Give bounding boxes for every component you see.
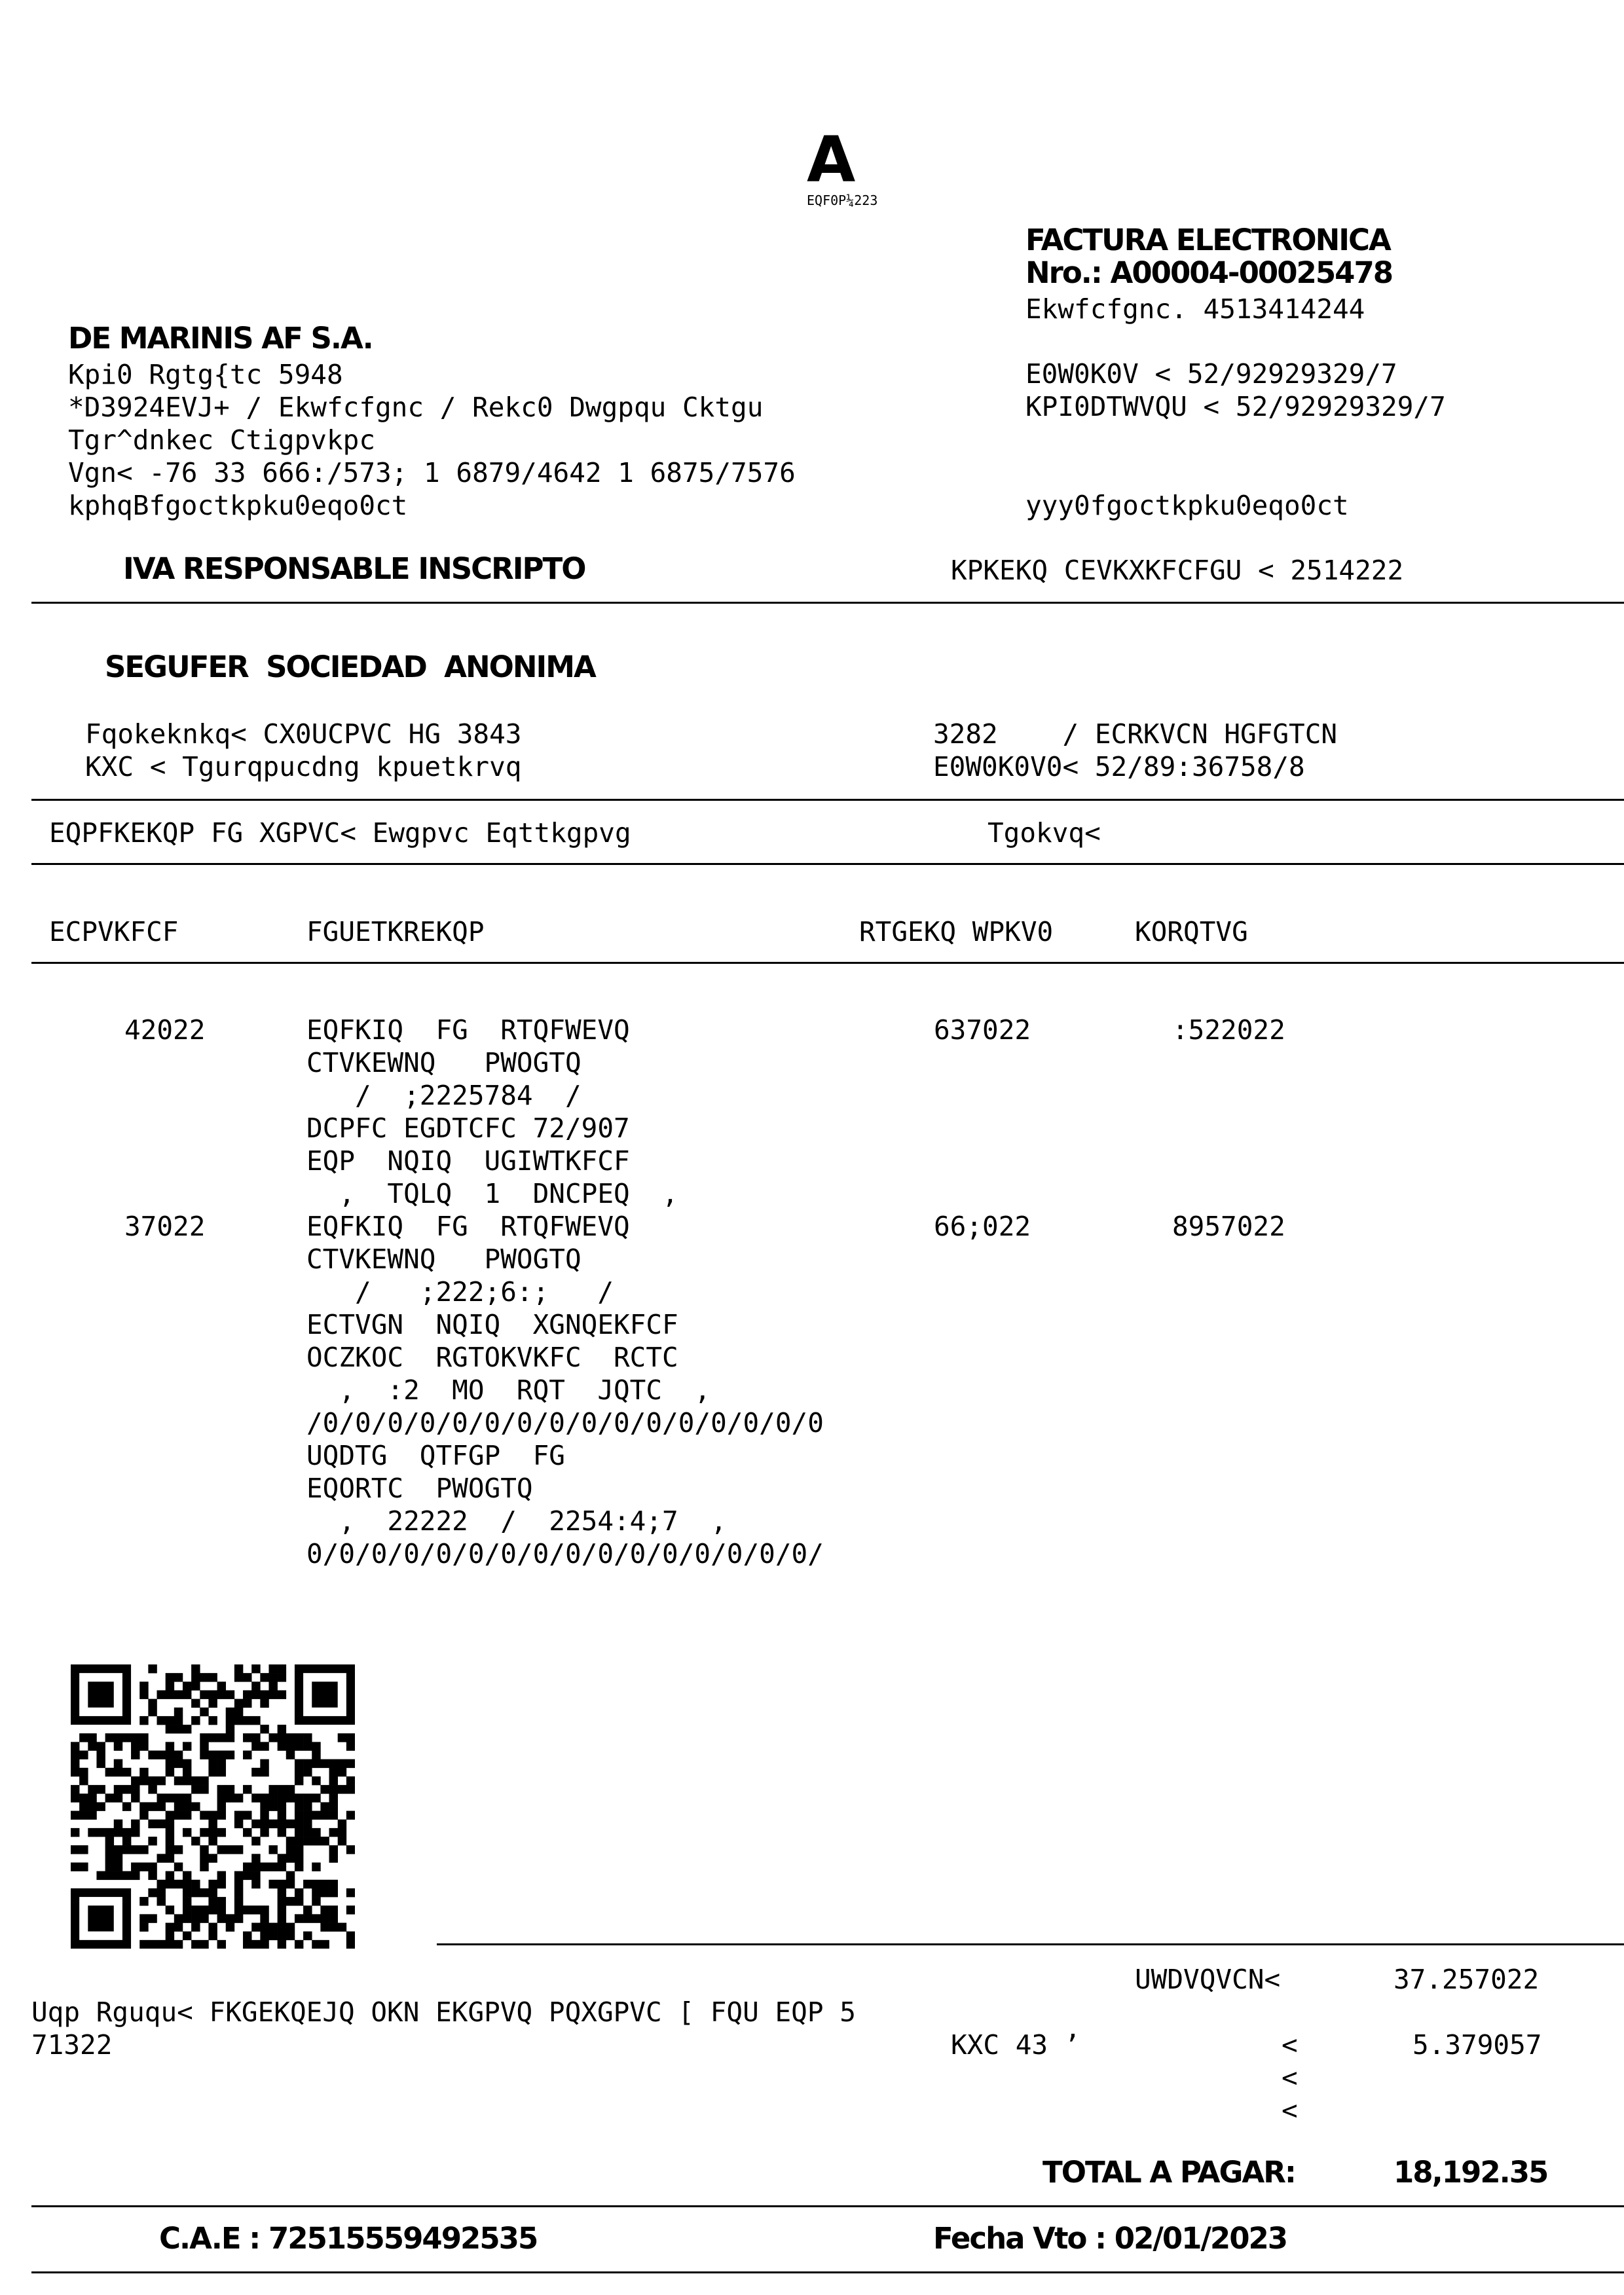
client-name: SEGUFER SOCIEDAD ANONIMA (105, 650, 595, 684)
row-description-line: / ;2225784 / (306, 1080, 581, 1111)
issuer-postal-city: *D3924EVJ+ / Ekwfcfgnc / Rekc0 Dwgpqu Cktgu (68, 392, 764, 423)
column-header-unit-price: RTGEKQ WPKV0 (859, 916, 1054, 947)
total-value: 18,192.35 (1393, 2155, 1548, 2190)
issuer-website: yyy0fgoctkpku0eqo0ct (1025, 490, 1349, 521)
row-description-line: EQP NQIQ UGIWTKFCF (306, 1145, 630, 1177)
extra-tax-colon: < (1282, 2062, 1298, 2093)
cae-number: C.A.E : 72515559492535 (159, 2221, 538, 2256)
total-label: TOTAL A PAGAR: (1043, 2155, 1295, 2190)
issuer-city-phone: Ekwfcfgnc. 4513414244 (1025, 293, 1365, 325)
cae-due-date: Fecha Vto : 02/01/2023 (933, 2221, 1287, 2256)
issuer-country: Tgr^dnkec Ctigpvkpc (68, 424, 375, 456)
row-description-line: EQFKIQ FG RTQFWEVQ (306, 1014, 630, 1046)
extra-tax-colon: < (1282, 2095, 1298, 2126)
amount-in-words: Uqp Rguqu< FKGEKQEJQ OKN EKGPVQ PQXGPVC [ FQU EQP 5 (31, 1996, 856, 2028)
issuer-name: DE MARINIS AF S.A. (68, 321, 373, 356)
row-unit-price: 637022 (934, 1014, 1031, 1046)
client-address: Fqokeknkq< CX0UCPVC HG 3843 (85, 718, 522, 750)
row-quantity: 42022 (124, 1014, 206, 1046)
sale-condition: EQPFKEKQP FG XGPVC< Ewgpvc Eqttkgpvg (49, 817, 631, 849)
row-description-line: 0/0/0/0/0/0/0/0/0/0/0/0/0/0/0/0/ (306, 1538, 824, 1570)
divider (31, 2271, 1624, 2273)
row-description-line: /0/0/0/0/0/0/0/0/0/0/0/0/0/0/0/0 (306, 1407, 824, 1439)
qr-code (71, 1664, 355, 1949)
issuer-tax-condition: IVA RESPONSABLE INSCRIPTO (123, 551, 585, 586)
row-description-line: ECTVGN NQIQ XGNQEKFCF (306, 1309, 678, 1340)
column-header-quantity: ECPVKFCF (49, 916, 179, 947)
activity-start: KPKEKQ CEVKXKFCFGU < 2514222 (951, 555, 1404, 586)
remito-label: Tgokvq< (987, 817, 1101, 849)
invoice-letter-code: EQF0P¼223 (807, 193, 878, 208)
row-amount: :522022 (1172, 1014, 1285, 1046)
invoice-letter: A (807, 123, 856, 196)
row-description-line: , TQLQ 1 DNCPEQ , (306, 1178, 678, 1209)
row-description-line: EQFKIQ FG RTQFWEVQ (306, 1211, 630, 1242)
client-city: 3282 / ECRKVCN HGFGTCN (933, 718, 1338, 750)
row-description-line: CTVKEWNQ PWOGTQ (306, 1047, 581, 1078)
row-description-line: CTVKEWNQ PWOGTQ (306, 1243, 581, 1275)
row-unit-price: 66;022 (934, 1211, 1031, 1242)
row-description-line: / ;222;6:; / (306, 1276, 614, 1308)
invoice-number: Nro.: A00004-00025478 (1025, 255, 1393, 290)
issuer-iibb: KPI0DTWVQU < 52/92929329/7 (1025, 391, 1446, 422)
amount-in-words-cont: 71322 (31, 2029, 113, 2061)
issuer-email: kphqBfgoctkpku0eqo0ct (68, 490, 408, 521)
row-quantity: 37022 (124, 1211, 206, 1242)
subtotal-label: UWDVQVCN< (1135, 1964, 1281, 1995)
divider (437, 1943, 1624, 1945)
column-header-description: FGUETKREKQP (306, 916, 485, 947)
divider (31, 863, 1624, 865)
row-description-line: EQORTC PWOGTQ (306, 1473, 533, 1504)
iva-value: 5.379057 (1412, 2029, 1542, 2061)
issuer-address: Kpi0 Rgtg{tc 5948 (68, 359, 343, 390)
issuer-phones: Vgn< -76 33 666:/573; 1 6879/4642 1 6875/7576 (68, 457, 796, 488)
row-description-line: OCZKOC RGTOKVKFC RCTC (306, 1342, 678, 1373)
client-cuit: E0W0K0V0< 52/89:36758/8 (933, 751, 1305, 782)
subtotal-value: 37.257022 (1393, 1964, 1540, 1995)
row-description-line: DCPFC EGDTCFC 72/907 (306, 1112, 630, 1144)
row-amount: 8957022 (1172, 1211, 1285, 1242)
row-description-line: , 22222 / 2254:4;7 , (306, 1505, 727, 1537)
document-type: FACTURA ELECTRONICA (1025, 223, 1390, 257)
divider (31, 602, 1624, 604)
issuer-cuit: E0W0K0V < 52/92929329/7 (1025, 358, 1397, 390)
iva-label: KXC 43 ’ (951, 2029, 1080, 2061)
divider (31, 2205, 1624, 2207)
client-iva: KXC < Tgurqpucdng kpuetkrvq (85, 751, 522, 782)
divider (31, 962, 1624, 964)
row-description-line: , :2 MO RQT JQTC , (306, 1374, 711, 1406)
column-header-amount: KORQTVG (1135, 916, 1248, 947)
row-description-line: UQDTG QTFGP FG (306, 1440, 565, 1471)
iva-colon: < (1282, 2029, 1298, 2061)
divider (31, 799, 1624, 801)
